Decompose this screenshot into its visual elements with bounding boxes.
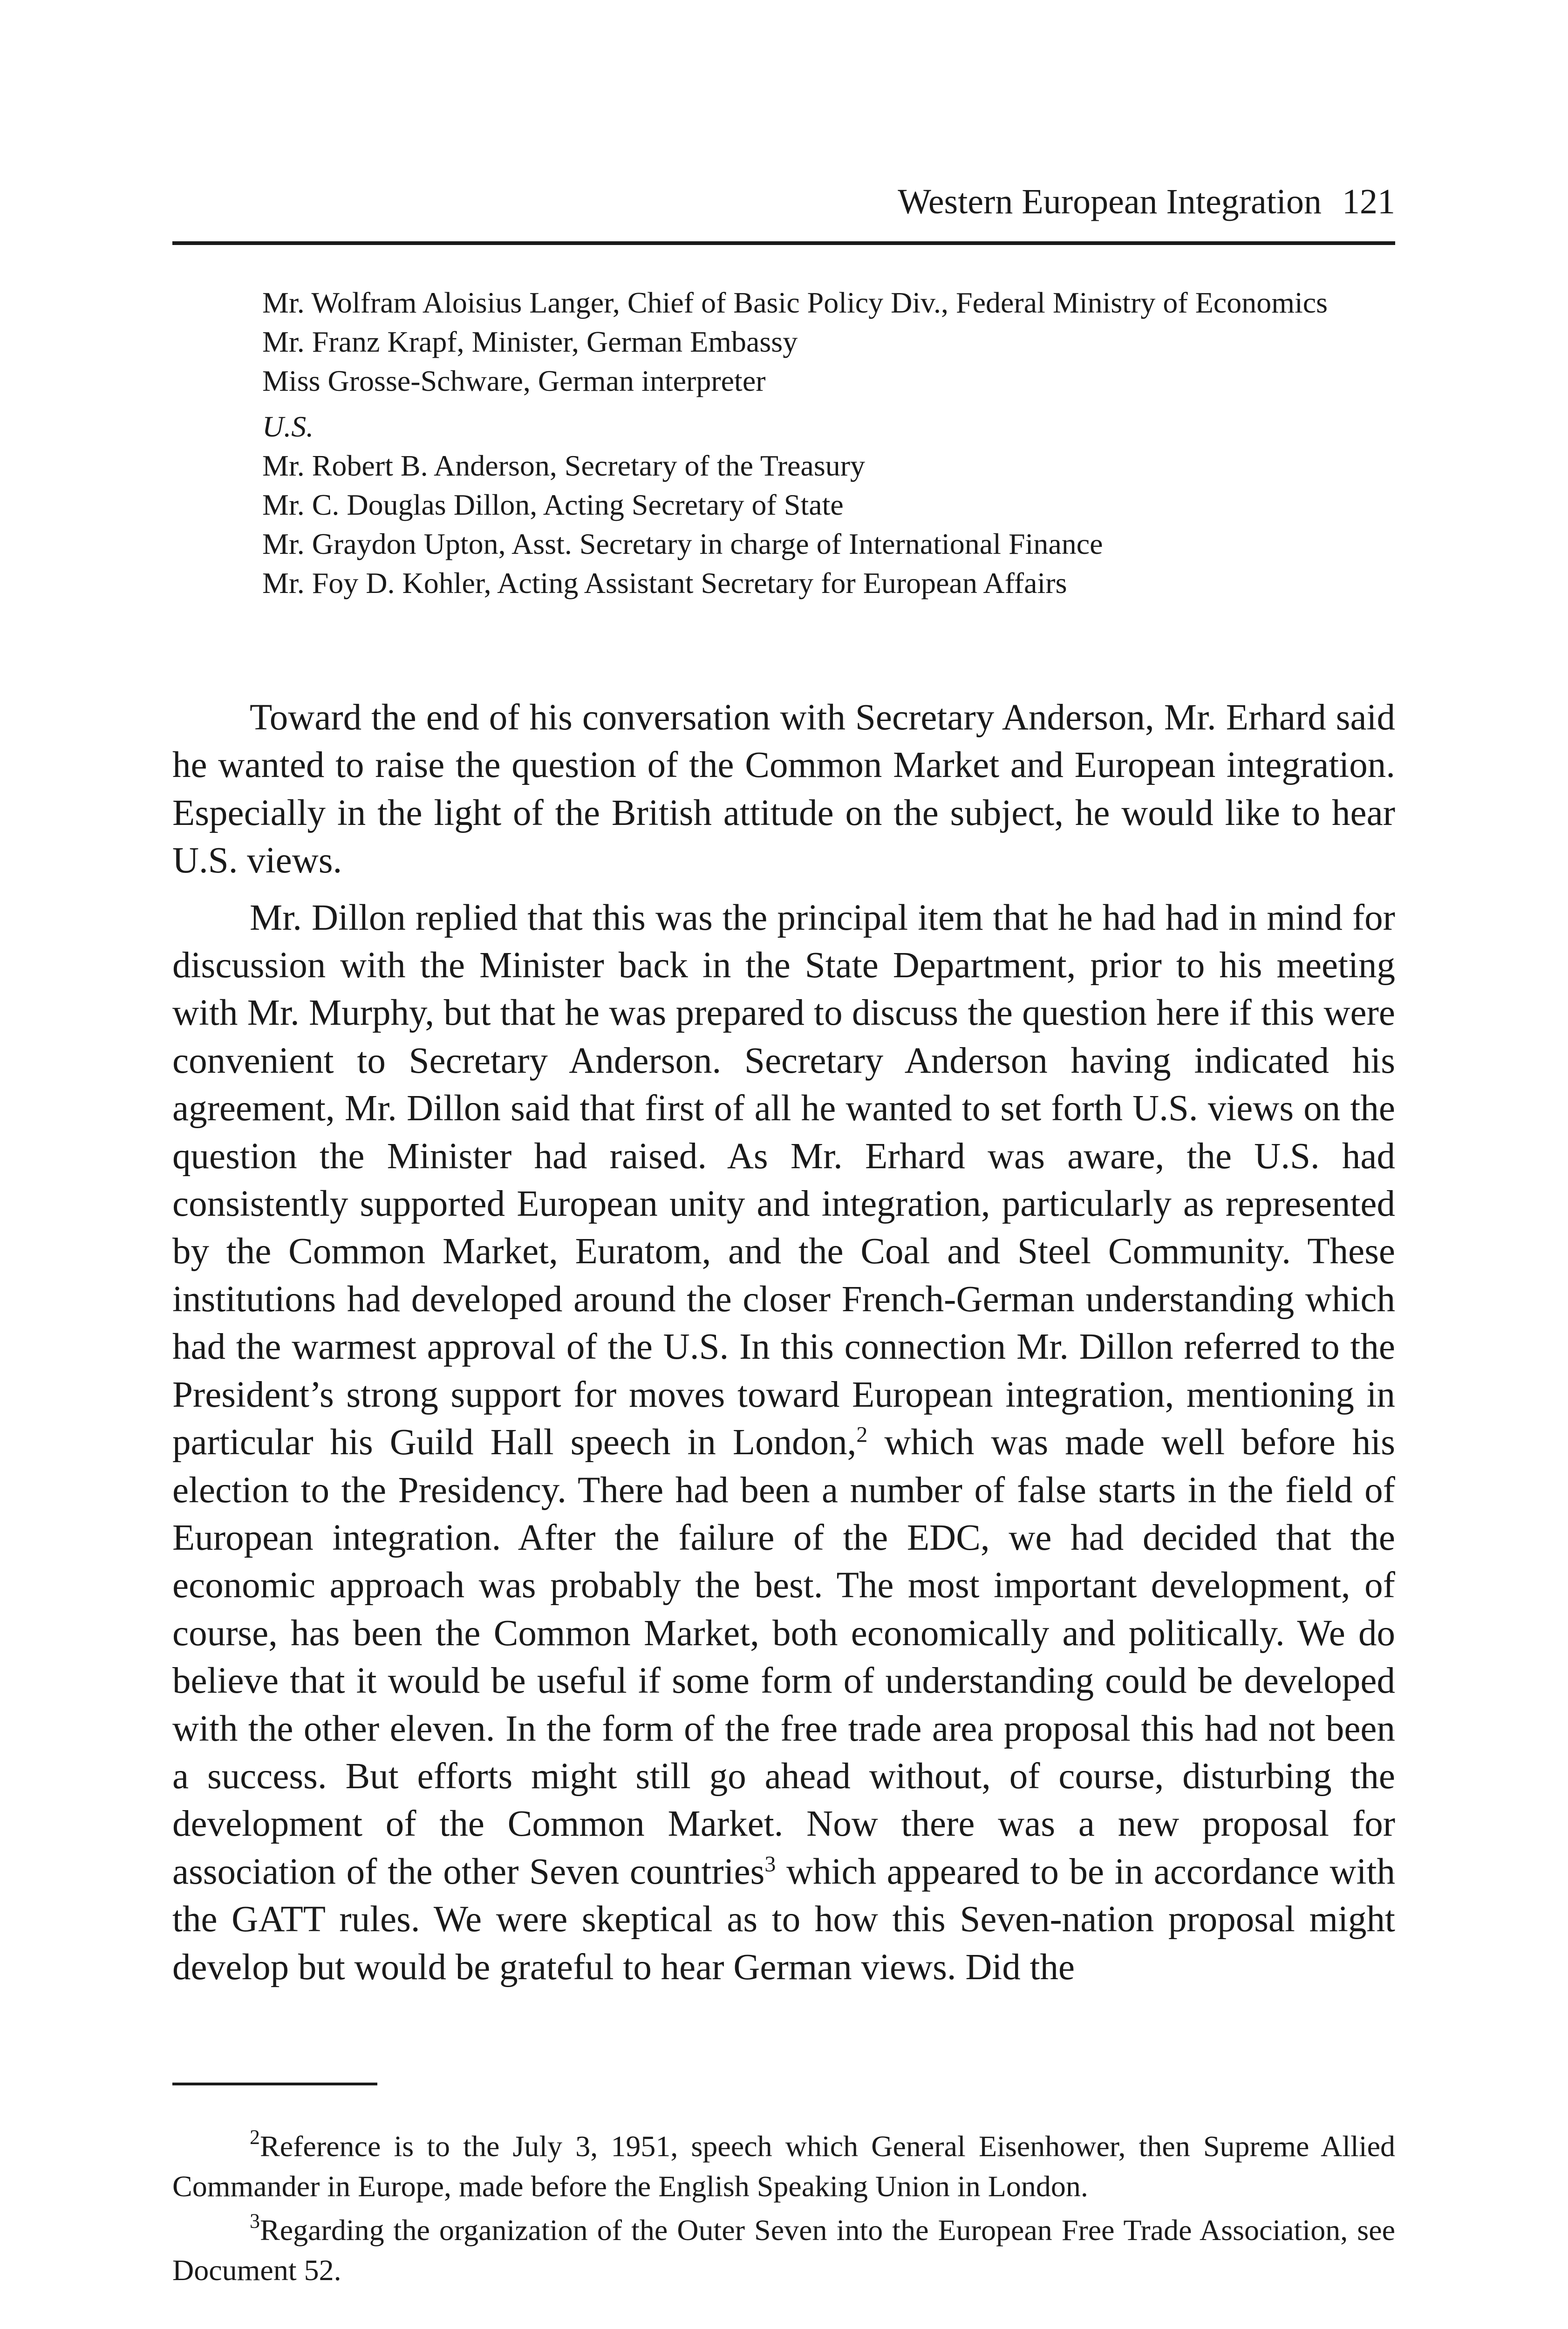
body-text (172, 694, 1395, 1991)
participant-entry: Mr. Foy D. Kohler, Acting Assistant Secretary for European Affairs (262, 566, 1067, 599)
body-paragraph-2-part-b: which was made well before his election to the Presidency. There had been a number of false starts in the field of European integration. After the failure of the EDC, we had decided that the economic approach was probably the best. The most important development, of course, has been the Common Market, both economically and politically. We do believe that it would be useful if some form of understanding could be developed with the other eleven. In the form of the free trade area proposal this had not been a success. But efforts might still go ahead without, of course, disturbing the development of the Common Market. Now there was a new proposal for association of the other Seven countries (172, 1422, 1395, 1892)
participants-list (262, 283, 1395, 603)
participant-entry: Mr. Wolfram Aloisius Langer, Chief of Basic Policy Div., Federal Ministry of Economics (262, 286, 1328, 319)
page-number: 121 (1342, 182, 1395, 221)
footnote-marker-3: 3 (764, 1852, 776, 1877)
participant-entry: Mr. Robert B. Anderson, Secretary of the Treasury (262, 449, 866, 482)
footnote-text: Regarding the organization of the Outer Seven into the European Free Trade Association, see Document 52. (172, 2213, 1395, 2287)
footnote-marker-2: 2 (856, 1422, 868, 1447)
participant-entry: Mr. Franz Krapf, Minister, German Embassy (262, 325, 798, 358)
footnote-text: Reference is to the July 3, 1951, speech which General Eisenhower, then Supreme Allied Commander in Europe, made before the English Speaking Union in London. (172, 2130, 1395, 2203)
footnotes (172, 2126, 1395, 2290)
body-paragraph-2-part-c: which appeared to be in accordance with the GATT rules. We were skeptical as to how this Seven-nation proposal might develop but would be grateful to hear German views. Did the (172, 1851, 1395, 1988)
footnote-2 (172, 2126, 1395, 2206)
body-paragraph-2 (172, 894, 1395, 1991)
running-header (898, 184, 1395, 219)
participant-entry: Mr. Graydon Upton, Asst. Secretary in charge of International Finance (262, 527, 1103, 560)
us-delegation-label: U.S. (262, 410, 314, 443)
header-rule (172, 241, 1395, 245)
body-paragraph-2-part-a: Mr. Dillon replied that this was the principal item that he had had in mind for discussion with the Minister back in the State Department, prior to his meeting with Mr. Murphy, but that he was prepared to discuss the question here if this were convenient to Secretary Anderson. Secretary Anderson having indicated his agreement, Mr. Dillon said that first of all he wanted to set forth U.S. views on the question the Minister had raised. As Mr. Erhard was aware, the U.S. had consistently supported European unity and integration, particularly as represented by the Common Market, Euratom, and the Coal and Steel Community. These institutions had developed around the closer French-German understanding which had the warmest approval of the U.S. In this connection Mr. Dillon referred to the President’s strong support for moves toward European integration, mentioning in particular his Guild Hall speech in London, (172, 897, 1395, 1463)
footnote-rule (172, 2083, 377, 2085)
participant-entry: Miss Grosse-Schware, German interpreter (262, 364, 766, 397)
footnote-3 (172, 2210, 1395, 2290)
running-title: Western European Integration (898, 182, 1322, 221)
footnote-number: 2 (250, 2125, 260, 2149)
footnote-number: 3 (250, 2209, 260, 2233)
body-paragraph-1: Toward the end of his conversation with Secretary Anderson, Mr. Erhard said he wanted to raise the question of the Common Market and European integration. Especially in the light of the British attitude on the subject, he would like to hear U.S. views. (172, 697, 1395, 881)
participant-entry: Mr. C. Douglas Dillon, Acting Secretary of State (262, 488, 844, 521)
